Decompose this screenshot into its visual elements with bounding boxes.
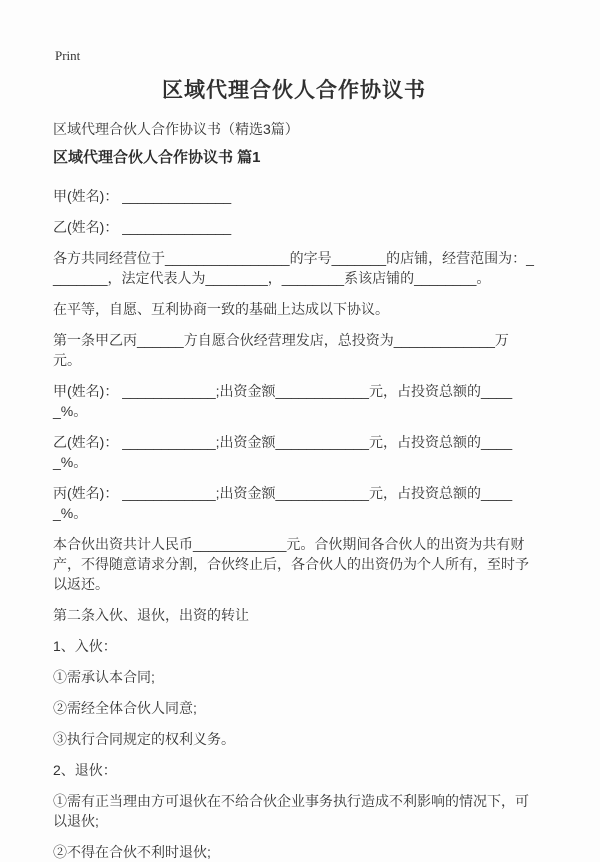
withdraw-condition-1: ①需有正当理由方可退伙在不给合伙企业事务执行造成不利影响的情况下，可以退伙; [53,793,529,829]
party-c-contribution-line: 丙(姓名)： ____________;出资金额____________元，占投资总额的_____%。 [53,485,513,521]
section-heading-part-1: 区域代理合伙人合作协议书 篇1 [53,149,261,166]
document-subtitle: 区域代理合伙人合作协议书（精选3篇） [53,121,299,137]
document-title: 区域代理合伙人合作协议书 [162,79,426,102]
business-location-clause: 各方共同经营位于________________的字号_______的店铺，经营范围为：________，法定代表人为________，________系该店铺的________。 [53,250,534,286]
party-a-name-line: 甲(姓名)： ______________ [53,188,232,204]
join-condition-2: ②需经全体合伙人同意; [53,700,197,716]
equality-consensus-clause: 在平等，自愿、互利协商一致的基础上达成以下协议。 [53,301,389,317]
party-b-name-line: 乙(姓名)： ______________ [53,219,232,235]
item-1-join-partnership: 1、入伙： [53,638,117,654]
clause-1-total-investment: 第一条甲乙丙______方自愿合伙经营理发店，总投资为_____________万元。 [53,332,509,368]
withdraw-condition-2: ②不得在合伙不利时退伙; [53,844,211,860]
item-2-withdraw-partnership: 2、退伙： [53,762,117,778]
join-condition-3: ③执行合同规定的权利义务。 [53,731,235,747]
party-b-contribution-line: 乙(姓名)： ____________;出资金额____________元，占投资总额的_____%。 [53,434,513,470]
party-a-contribution-line: 甲(姓名)： ____________;出资金额____________元，占投资总额的_____%。 [53,383,513,419]
clause-2-heading: 第二条入伙、退伙，出资的转让 [53,607,249,623]
join-condition-1: ①需承认本合同; [53,669,155,685]
total-contribution-clause: 本合伙出资共计人民币____________元。合伙期间各合伙人的出资为共有财产，不得随意请求分割，合伙终止后，各合伙人的出资仍为个人所有，至时予以返还。 [53,536,529,592]
print-link[interactable]: Print [55,48,81,63]
document-body [53,186,535,862]
